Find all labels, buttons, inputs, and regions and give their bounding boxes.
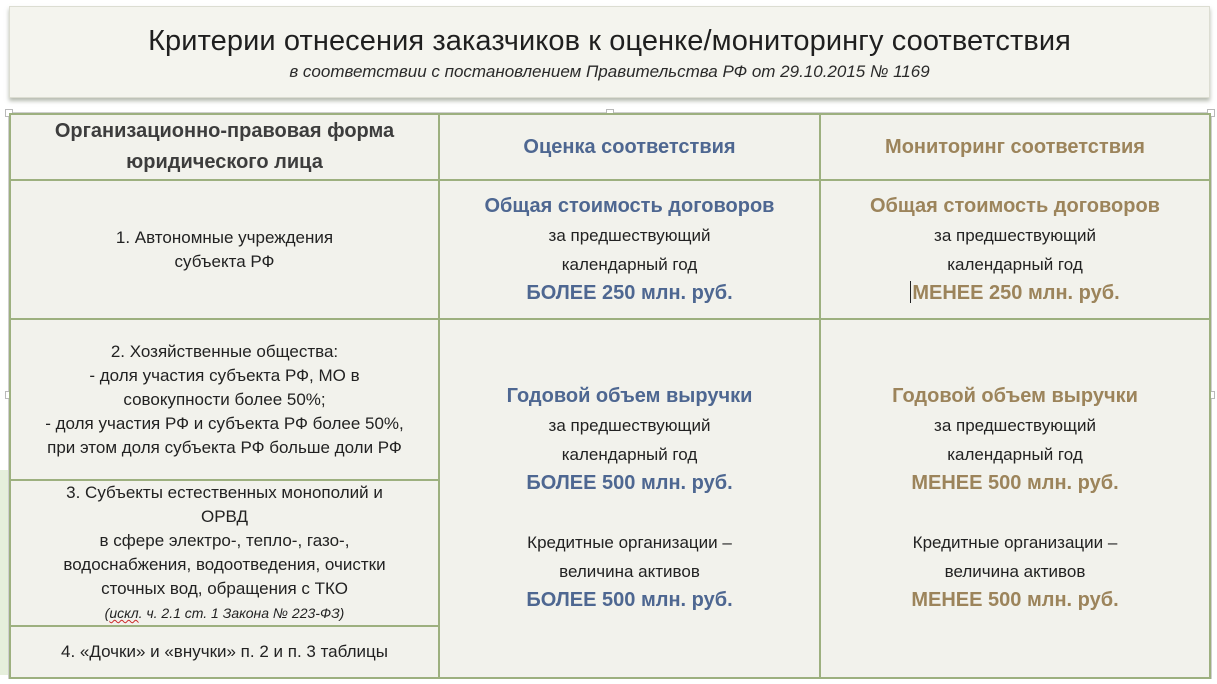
monitoring-revenue-heading: Годовой объем выручки <box>892 385 1138 407</box>
assessment-revenue-heading: Годовой объем выручки <box>506 385 753 407</box>
assessment-revenue-threshold: БОЛЕЕ 500 млн. руб. <box>526 472 733 494</box>
table-row <box>10 180 1210 319</box>
spacer <box>444 498 815 528</box>
table-row <box>10 319 1210 480</box>
monitoring-contracts-heading: Общая стоимость договоров <box>870 194 1160 217</box>
org-business-title: 2. Хозяйственные общества: <box>110 341 339 361</box>
note-prefix: ( <box>104 605 110 621</box>
org-subsidiaries-text: 4. «Дочки» и «внучки» п. 2 и п. 3 таблицы <box>61 642 388 661</box>
monitoring-contracts-line2: календарный год <box>947 254 1083 274</box>
header-monitoring: Мониторинг соответствия <box>885 135 1145 158</box>
monitoring-credit-threshold: МЕНЕЕ 500 млн. руб. <box>911 589 1119 611</box>
org-monopolies-title: 3. Субъекты естественных монополий и ОРВД <box>66 483 383 526</box>
header-cell-org-form[interactable] <box>10 114 439 180</box>
header-assessment: Оценка соответствия <box>523 135 736 158</box>
assessment-contracts-block <box>444 192 815 308</box>
cell-monitoring-revenue[interactable] <box>820 319 1210 678</box>
monitoring-revenue-threshold: МЕНЕЕ 500 млн. руб. <box>911 472 1119 494</box>
cell-org-subsidiaries[interactable] <box>10 626 439 678</box>
org-business-companies <box>15 340 434 460</box>
slide-subtitle: в соответствии с постановлением Правительства РФ от 29.10.2015 № 1169 <box>289 62 930 81</box>
monitoring-revenue-block <box>825 382 1205 615</box>
cell-assessment-revenue[interactable] <box>439 319 820 678</box>
monitoring-contracts-block <box>825 192 1205 308</box>
header-org-form: Организационно-правовая форма юридического лица <box>54 120 395 173</box>
slide-title: Критерии отнесения заказчиков к оценке/мониторингу соответствия <box>148 25 1071 57</box>
monitoring-contracts-line1: за предшествующий <box>934 225 1096 245</box>
header-cell-monitoring[interactable] <box>820 114 1210 180</box>
assessment-credit-line1: Кредитные организации – <box>527 533 732 552</box>
assessment-revenue-line2: календарный год <box>561 445 698 464</box>
cell-org-natural-monopolies[interactable] <box>10 480 439 626</box>
org-business-item-2: - доля участия РФ и субъекта РФ более 50%, при этом доля субъекта РФ больше доли РФ <box>45 413 404 457</box>
cell-org-business-companies[interactable] <box>10 319 439 480</box>
org-monopolies-body: в сфере электро-, тепло-, газо-, водоснабжения, водоотведения, очистки сточных вод, обращения с ТКО <box>63 531 386 598</box>
monitoring-revenue-line1: за предшествующий <box>934 416 1096 435</box>
monitoring-credit-line1: Кредитные организации – <box>912 533 1118 552</box>
assessment-revenue-line1: за предшествующий <box>548 416 711 435</box>
assessment-credit-threshold: БОЛЕЕ 500 млн. руб. <box>526 589 733 611</box>
org-autonomous-text: 1. Автономные учреждения субъекта РФ <box>115 227 334 271</box>
org-monopolies-note <box>15 601 434 625</box>
note-spellcheck-word: искл <box>109 605 139 621</box>
spacer <box>825 498 1205 528</box>
assessment-contracts-heading: Общая стоимость договоров <box>484 194 775 217</box>
assessment-contracts-line1: за предшествующий <box>548 225 711 245</box>
cell-assessment-contracts[interactable] <box>439 180 820 319</box>
org-business-item-1: - доля участия субъекта РФ, МО в совокупности более 50%; <box>89 365 360 409</box>
assessment-contracts-threshold: БОЛЕЕ 250 млн. руб. <box>526 281 733 304</box>
monitoring-credit-line2: величина активов <box>944 562 1086 581</box>
left-accent-strip <box>0 470 8 675</box>
header-cell-assessment[interactable] <box>439 114 820 180</box>
cell-org-autonomous[interactable] <box>10 180 439 319</box>
criteria-table <box>9 113 1211 679</box>
assessment-credit-line2: величина активов <box>559 562 700 581</box>
cell-monitoring-contracts[interactable] <box>820 180 1210 319</box>
table-header-row <box>10 114 1210 180</box>
monitoring-revenue-line2: календарный год <box>947 445 1083 464</box>
assessment-revenue-block <box>444 382 815 615</box>
title-box <box>9 6 1210 98</box>
assessment-contracts-line2: календарный год <box>561 254 698 274</box>
monitoring-contracts-threshold-row <box>825 279 1205 308</box>
monitoring-contracts-threshold: МЕНЕЕ 250 млн. руб. <box>912 281 1120 304</box>
note-suffix: . ч. 2.1 ст. 1 Закона № 223-ФЗ) <box>138 605 345 621</box>
org-natural-monopolies <box>15 481 434 625</box>
